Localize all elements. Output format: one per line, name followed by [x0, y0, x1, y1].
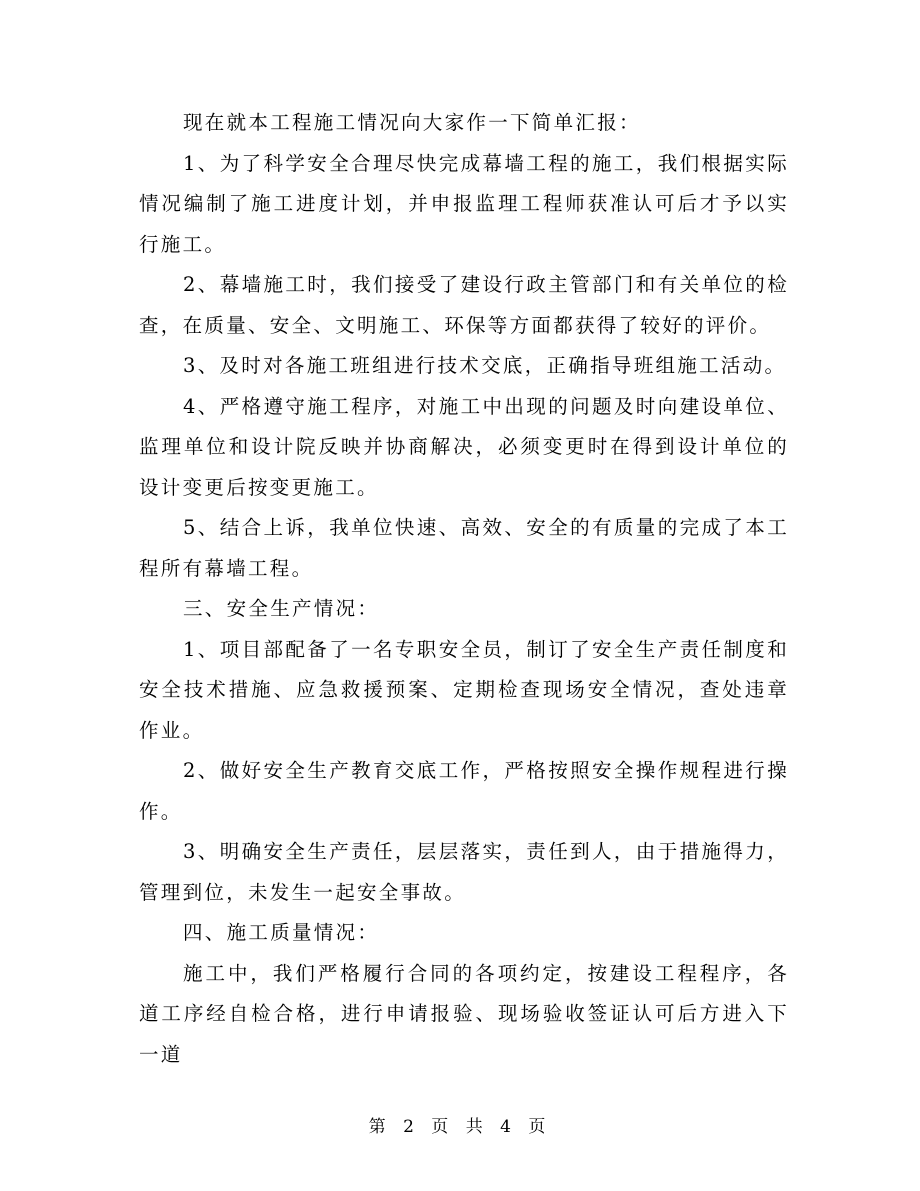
paragraph-item-3: 3、及时对各施工班组进行技术交底，正确指导班组施工活动。 — [183, 354, 787, 377]
paragraph-item-2: 2、幕墙施工时，我们接受了建设行政主管部门和有关单位的检查，在质量、安全、文明施工、环保等方面都获得了较好的评价。 — [139, 273, 789, 337]
section-heading-quality: 四、施工质量情况： — [183, 921, 380, 944]
paragraph-quality-1: 施工中，我们严格履行合同的各项约定，按建设工程程序，各道工序经自检合格，进行申请报验、现场验收签证认可后方进入下一道 — [139, 961, 789, 1066]
paragraph-item-5: 5、结合上诉，我单位快速、高效、安全的有质量的完成了本工程所有幕墙工程。 — [139, 516, 789, 580]
document-body — [139, 103, 789, 1075]
paragraph-safety-1: 1、项目部配备了一名专职安全员，制订了安全生产责任制度和安全技术措施、应急救援预案、定期检查现场安全情况，查处违章作业。 — [139, 637, 789, 742]
paragraph-item-1: 1、为了科学安全合理尽快完成幕墙工程的施工，我们根据实际情况编制了施工进度计划，并申报监理工程师获准认可后才予以实行施工。 — [139, 151, 789, 256]
paragraph-item-4: 4、严格遵守施工程序，对施工中出现的问题及时向建设单位、监理单位和设计院反映并协商解决，必须变更时在得到设计单位的设计变更后按变更施工。 — [139, 394, 789, 499]
paragraph-safety-3: 3、明确安全生产责任，层层落实，责任到人，由于措施得力，管理到位，未发生一起安全事故。 — [139, 840, 789, 904]
page-number-footer: 第 2 页 共 4 页 — [368, 1117, 552, 1137]
section-heading-safety: 三、安全生产情况： — [183, 597, 380, 620]
paragraph-intro: 现在就本工程施工情况向大家作一下简单汇报： — [183, 111, 641, 134]
paragraph-safety-2: 2、做好安全生产教育交底工作，严格按照安全操作规程进行操作。 — [139, 759, 789, 823]
